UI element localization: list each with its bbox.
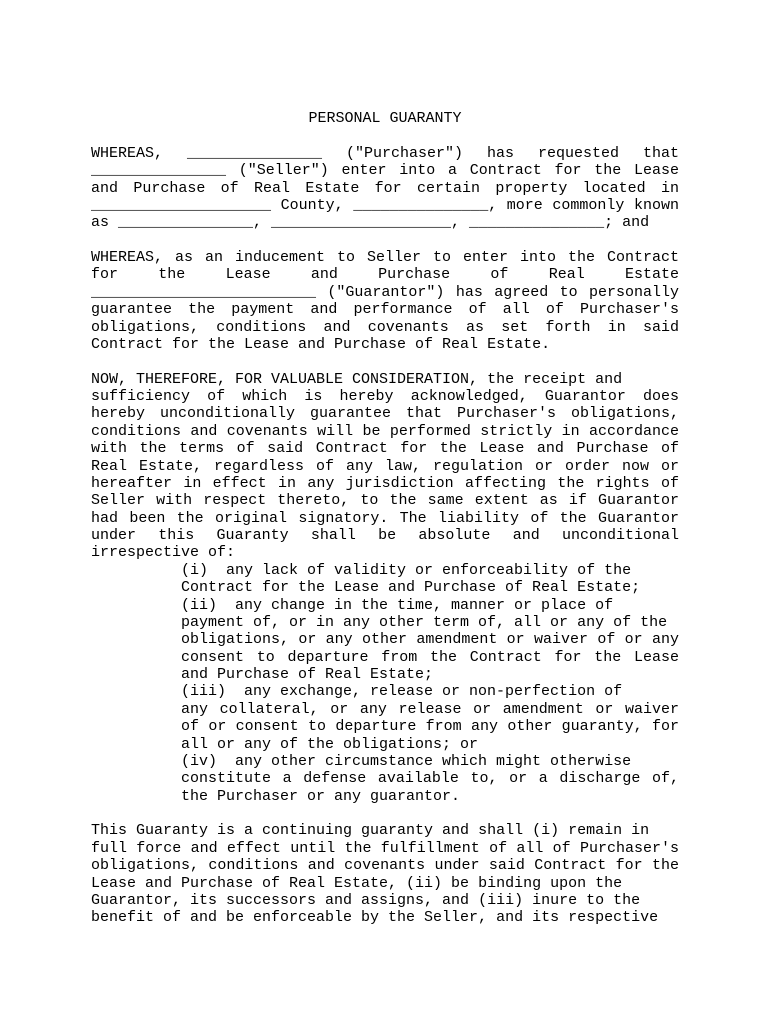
paragraph-consideration — [91, 371, 679, 562]
text-line: Lease and Purchase of Real Estate, (ii) be binding upon the — [91, 874, 623, 892]
paragraph-whereas-guarantor — [91, 249, 679, 353]
text-line: full force and effect until the fulfillment of all of Purchaser's — [91, 839, 679, 857]
text-line: hereafter in effect in any jurisdiction affecting the rights of — [91, 474, 679, 492]
list-item-iii — [181, 683, 679, 753]
blank-line — [91, 805, 679, 822]
text-line: sufficiency of which is hereby acknowledged, Guarantor does — [91, 388, 679, 405]
text-line: hereby unconditionally guarantee that Purchaser's obligations, — [91, 405, 679, 423]
text-line: Real Estate, regardless of any law, regulation or order now or — [91, 457, 679, 475]
text-line: and Purchase of Real Estate for certain property located in — [91, 179, 679, 197]
paragraph-whereas-purchaser — [91, 145, 679, 232]
text-line: obligations, conditions and covenants as set forth in said — [91, 318, 679, 336]
list-item-ii — [181, 597, 679, 684]
page-title: PERSONAL GUARANTY — [308, 110, 462, 127]
text-line: Seller with respect thereto, to the same extent as if Guarantor — [91, 492, 679, 510]
text-line: conditions and covenants will be performed strictly in accordance — [91, 422, 679, 440]
list-line: (iv) any other circumstance which might otherwise — [181, 752, 632, 770]
text-line: This Guaranty is a continuing guaranty and shall (i) remain in — [91, 822, 650, 840]
text-line: with the terms of said Contract for the Lease and Purchase of — [91, 440, 679, 458]
text-line: irrespective of: — [91, 544, 236, 562]
list-line: (i) any lack of validity or enforceability of the — [181, 561, 632, 579]
list-line: obligations, or any other amendment or waiver of or any — [181, 631, 679, 649]
list-line: any collateral, or any release or amendment or waiver — [181, 700, 679, 718]
list-item-i — [181, 562, 679, 597]
text-line: guarantee the payment and performance of all of Purchaser's — [91, 301, 679, 319]
list-line: and Purchase of Real Estate; — [181, 666, 434, 683]
text-line: _______________ ("Seller") enter into a Contract for the Lease — [91, 162, 679, 180]
text-line: as _______________, ____________________, _______________; and — [91, 214, 650, 232]
text-line: benefit of and be enforceable by the Seller, and its respective — [91, 909, 659, 927]
text-line: Guarantor, its successors and assigns, and (iii) inure to the — [91, 891, 641, 909]
list-line: constitute a defense available to, or a discharge of, — [181, 770, 679, 788]
irrespective-of-list — [181, 562, 679, 805]
list-line: (ii) any change in the time, manner or place of — [181, 596, 614, 614]
text-line: had been the original signatory. The liability of the Guarantor — [91, 509, 679, 527]
text-line: Contract for the Lease and Purchase of Real Estate. — [91, 335, 551, 353]
document-body — [91, 110, 679, 927]
list-line: (iii) any exchange, release or non-perfection of — [181, 683, 623, 701]
text-line: NOW, THEREFORE, FOR VALUABLE CONSIDERATION, the receipt and — [91, 370, 623, 388]
text-line: for the Lease and Purchase of Real Estate — [91, 266, 679, 284]
blank-line — [91, 127, 679, 144]
list-line: of or consent to departure from any other guaranty, for — [181, 718, 679, 736]
text-line: obligations, conditions and covenants under said Contract for the — [91, 857, 679, 875]
list-line: the Purchaser or any guarantor. — [181, 787, 461, 805]
text-line: WHEREAS, as an inducement to Seller to enter into the Contract — [91, 249, 679, 266]
text-line: WHEREAS, _______________ ("Purchaser") has requested that — [91, 144, 679, 162]
text-line: ____________________ County, _______________, more commonly known — [91, 196, 679, 214]
text-line: under this Guaranty shall be absolute and unconditional — [91, 527, 679, 544]
blank-line — [91, 353, 679, 370]
list-line: Contract for the Lease and Purchase of Real Estate; — [181, 579, 641, 597]
text-line: _________________________ ("Guarantor") has agreed to personally — [91, 283, 679, 301]
list-item-iv — [181, 753, 679, 805]
paragraph-continuing-guaranty — [91, 822, 679, 926]
blank-line — [91, 232, 679, 249]
list-line: payment of, or in any other term of, all or any of the — [181, 613, 668, 631]
list-line: all or any of the obligations; or — [181, 735, 479, 753]
list-line: consent to departure from the Contract for the Lease — [181, 648, 679, 666]
